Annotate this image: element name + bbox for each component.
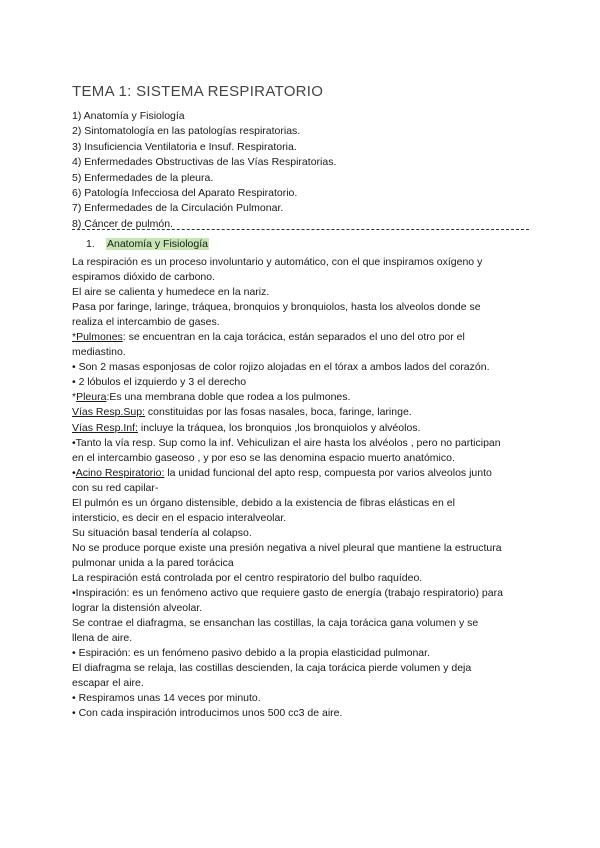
paragraph-line: realiza el intercambio de gases. [72,316,220,329]
paragraph-line: Pasa por faringe, laringe, tráquea, bronquios y bronquiolos, hasta los alveolos donde se [72,301,481,314]
paragraph-line: lograr la distensión alveolar. [72,602,203,615]
toc-item-3: 3) Insuficiencia Ventilatoria e Insuf. Respiratoria. [72,140,297,153]
bullet-line [72,466,532,481]
term-vias-resp-sup: Vías Resp.Sup: [72,406,145,419]
paragraph-line [72,405,532,420]
paragraph-line: El diafragma se relaja, las costillas descienden, la caja torácica pierde volumen y deja [72,662,472,675]
bullet-line: • Respiramos unas 14 veces por minuto. [72,692,261,705]
definition-text: incluye la tráquea, los bronquios ,los bronquiolos y alvéolos. [137,421,421,434]
section-body [72,255,532,721]
section-heading [86,237,209,251]
paragraph-line: mediastino. [72,346,126,359]
paragraph-line: La respiración está controlada por el centro respiratorio del bulbo raquídeo. [72,571,423,584]
definition-text: constituidas por las fosas nasales, boca, faringe, laringe. [144,406,412,419]
paragraph-line: espiramos dióxido de carbono. [72,271,216,284]
definition-text: la unidad funcional del apto resp, compuesta por varios alveolos junto [164,466,492,479]
section-title-highlighted: Anatomía y Fisiología [107,238,208,250]
paragraph-line: El pulmón es un órgano distensible, debido a la existencia de fibras elásticas en el [72,496,455,509]
term-pleura: Pleura [76,391,107,404]
table-of-contents [72,109,532,232]
page-title: TEMA 1: SISTEMA RESPIRATORIO [72,83,324,101]
paragraph-line: llena de aire. [72,632,133,645]
paragraph-line: escapar el aire. [72,677,144,690]
toc-item-8: 8) Cáncer de pulmón. [72,217,173,230]
section-number: 1. [86,238,95,250]
toc-item-6: 6) Patología Infecciosa del Aparato Respiratorio. [72,187,298,200]
paragraph-line: No se produce porque existe una presión negativa a nivel pleural que mantiene la estructura [72,541,502,554]
paragraph-line [72,330,532,345]
bullet-line: •Inspiración: es un fenómeno activo que requiere gasto de energía (trabajo respiratorio) para [72,587,503,600]
paragraph-line: Se contrae el diafragma, se ensanchan las costillas, la caja torácica gana volumen y se [72,617,479,630]
paragraph-line: intersticio, es decir en el espacio interalveolar. [72,511,287,524]
paragraph-line: La respiración es un proceso involuntario y automático, con el que inspiramos oxígeno y [72,256,483,268]
paragraph-line: Su situación basal tendería al colapso. [72,526,252,539]
bullet-line: • Son 2 masas esponjosas de color rojizo alojadas en el tórax a ambos lados del corazón. [72,361,490,374]
asterisk-prefix: * [72,391,77,404]
definition-text: :Es una membrana doble que rodea a los pulmones. [106,391,351,404]
bullet-line: • 2 lóbulos el izquierdo y 3 el derecho [72,376,247,389]
bullet-line: • Con cada inspiración introducimos unos 500 cc3 de aire. [72,707,343,720]
paragraph-line: pulmonar unida a la pared torácica [72,556,234,569]
toc-item-2: 2) Sintomatología en las patologías respiratorias. [72,125,301,138]
toc-item-4: 4) Enfermedades Obstructivas de las Vías Respiratorias. [72,156,337,169]
paragraph-line: El aire se calienta y humedece en la nariz. [72,286,270,299]
toc-item-5: 5) Enfermedades de la pleura. [72,171,214,184]
paragraph-line: en el intercambio gaseoso , y por eso se las denomina espacio muerto anatómico. [72,451,455,464]
definition-text: : se encuentran en la caja torácica, están separados el uno del otro por el [122,331,465,344]
term-pulmones: *Pulmones [72,331,123,344]
term-acino-respiratorio: Acino Respiratorio: [75,466,165,479]
dashed-separator [72,229,529,230]
toc-item-7: 7) Enfermedades de la Circulación Pulmonar. [72,202,284,215]
bullet-line: •Tanto la vía resp. Sup como la inf. Vehiculizan el aire hasta los alvéolos , pero no participan [72,436,501,449]
toc-item-1: 1) Anatomía y Fisiología [72,110,185,122]
bullet-line: • Espiración: es un fenómeno pasivo debido a la propia elasticidad pulmonar. [72,647,430,660]
paragraph-line [72,421,532,436]
paragraph-line [72,390,532,405]
bullet-prefix: • [72,466,76,479]
paragraph-line: con su red capilar- [72,481,159,494]
term-vias-resp-inf: Vías Resp.Inf: [72,421,138,434]
